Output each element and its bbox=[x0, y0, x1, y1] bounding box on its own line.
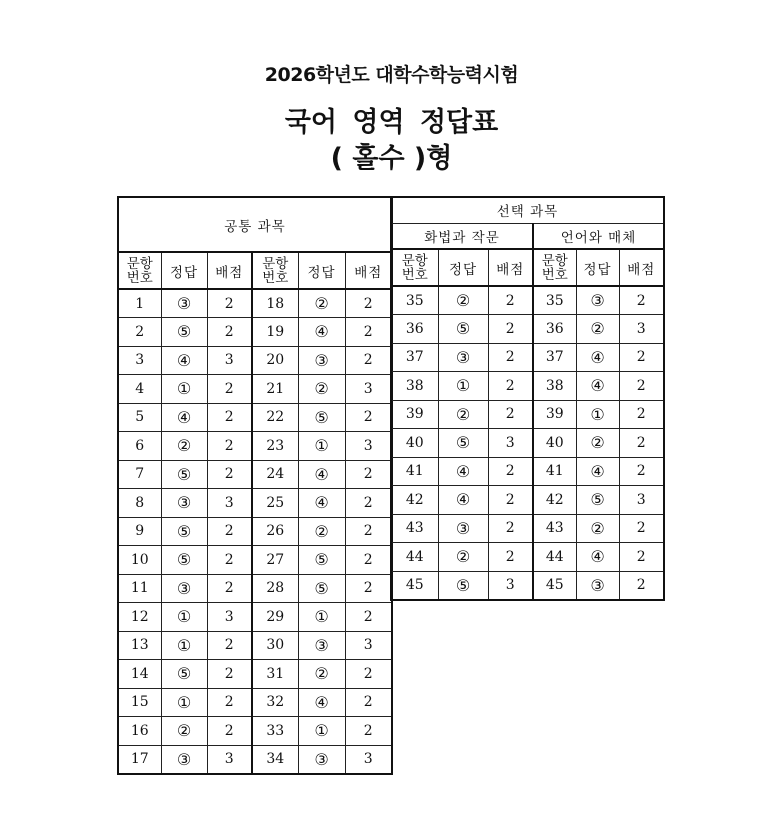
question-number: 29 bbox=[252, 603, 298, 632]
question-number: 36 bbox=[391, 315, 438, 344]
answer: ③ bbox=[438, 343, 488, 372]
points: 2 bbox=[488, 543, 533, 572]
answer: ③ bbox=[576, 286, 619, 315]
question-number: 19 bbox=[252, 318, 298, 347]
points: 2 bbox=[488, 514, 533, 543]
table-row bbox=[118, 546, 392, 575]
col-header-points: 배점 bbox=[345, 252, 392, 289]
points: 2 bbox=[345, 660, 392, 689]
answer: ② bbox=[576, 514, 619, 543]
answer: ⑤ bbox=[161, 517, 207, 546]
answer: ④ bbox=[576, 343, 619, 372]
answer: ⑤ bbox=[161, 318, 207, 347]
answer: ② bbox=[298, 660, 345, 689]
question-number: 23 bbox=[252, 432, 298, 461]
answer: ⑤ bbox=[298, 403, 345, 432]
col-header-answer: 정답 bbox=[576, 249, 619, 286]
points: 2 bbox=[207, 631, 252, 660]
col-header-qnum-line1: 문항 bbox=[541, 252, 568, 269]
answer: ⑤ bbox=[576, 486, 619, 515]
answer: ② bbox=[298, 375, 345, 404]
question-number: 42 bbox=[533, 486, 576, 515]
points: 2 bbox=[345, 546, 392, 575]
points: 2 bbox=[207, 688, 252, 717]
question-number: 41 bbox=[533, 457, 576, 486]
points: 2 bbox=[488, 286, 533, 315]
answer: ⑤ bbox=[298, 574, 345, 603]
points: 2 bbox=[345, 346, 392, 375]
form-type: ( 홀수 )형 bbox=[330, 143, 453, 174]
question-number: 20 bbox=[252, 346, 298, 375]
question-number: 39 bbox=[391, 400, 438, 429]
table-row bbox=[118, 574, 392, 603]
points: 2 bbox=[207, 403, 252, 432]
table-row bbox=[118, 603, 392, 632]
question-number: 1 bbox=[118, 289, 161, 318]
points: 2 bbox=[207, 318, 252, 347]
answer: ④ bbox=[576, 372, 619, 401]
col-header-question-number bbox=[118, 252, 161, 289]
points: 2 bbox=[619, 372, 664, 401]
col-header-qnum-line2: 번호 bbox=[262, 269, 289, 286]
question-number: 45 bbox=[533, 571, 576, 600]
question-number: 13 bbox=[118, 631, 161, 660]
points: 2 bbox=[345, 574, 392, 603]
question-number: 39 bbox=[533, 400, 576, 429]
question-number: 37 bbox=[391, 343, 438, 372]
points: 2 bbox=[207, 432, 252, 461]
table-row bbox=[391, 543, 664, 572]
col-header-question-number bbox=[391, 249, 438, 286]
points: 3 bbox=[345, 745, 392, 774]
points: 2 bbox=[619, 286, 664, 315]
table-row bbox=[118, 688, 392, 717]
answer: ① bbox=[298, 603, 345, 632]
question-number: 34 bbox=[252, 745, 298, 774]
question-number: 5 bbox=[118, 403, 161, 432]
points: 3 bbox=[488, 571, 533, 600]
question-number: 10 bbox=[118, 546, 161, 575]
points: 2 bbox=[619, 429, 664, 458]
question-number: 41 bbox=[391, 457, 438, 486]
answer: ② bbox=[576, 429, 619, 458]
table-row bbox=[391, 486, 664, 515]
answer: ③ bbox=[298, 346, 345, 375]
table-row bbox=[391, 429, 664, 458]
points: 2 bbox=[207, 660, 252, 689]
question-number: 11 bbox=[118, 574, 161, 603]
col-header-answer: 정답 bbox=[298, 252, 345, 289]
speech-writing-header: 화법과 작문 bbox=[391, 223, 533, 249]
table-row bbox=[118, 432, 392, 461]
points: 2 bbox=[345, 460, 392, 489]
points: 2 bbox=[488, 343, 533, 372]
table-row bbox=[391, 514, 664, 543]
table-row bbox=[391, 571, 664, 600]
question-number: 18 bbox=[252, 289, 298, 318]
col-header-points: 배점 bbox=[619, 249, 664, 286]
points: 3 bbox=[619, 315, 664, 344]
common-subject-table bbox=[117, 196, 393, 775]
question-number: 2 bbox=[118, 318, 161, 347]
question-number: 45 bbox=[391, 571, 438, 600]
answer: ③ bbox=[576, 571, 619, 600]
question-number: 26 bbox=[252, 517, 298, 546]
answer: ① bbox=[438, 372, 488, 401]
table-row bbox=[118, 318, 392, 347]
table-row bbox=[391, 457, 664, 486]
answer: ① bbox=[161, 688, 207, 717]
table-row bbox=[391, 400, 664, 429]
question-number: 15 bbox=[118, 688, 161, 717]
points: 2 bbox=[619, 514, 664, 543]
col-header-qnum-line2: 번호 bbox=[126, 269, 153, 286]
question-number: 35 bbox=[391, 286, 438, 315]
table-row bbox=[118, 460, 392, 489]
question-number: 6 bbox=[118, 432, 161, 461]
points: 2 bbox=[207, 574, 252, 603]
answer: ⑤ bbox=[438, 315, 488, 344]
answer: ④ bbox=[161, 403, 207, 432]
col-header-qnum-line2: 번호 bbox=[401, 266, 428, 283]
question-number: 24 bbox=[252, 460, 298, 489]
points: 3 bbox=[345, 631, 392, 660]
question-number: 22 bbox=[252, 403, 298, 432]
answer: ② bbox=[298, 289, 345, 318]
question-number: 43 bbox=[533, 514, 576, 543]
language-media-header: 언어와 매체 bbox=[533, 223, 664, 249]
points: 2 bbox=[345, 603, 392, 632]
table-row bbox=[118, 403, 392, 432]
points: 2 bbox=[488, 457, 533, 486]
answer: ⑤ bbox=[298, 546, 345, 575]
points: 2 bbox=[619, 457, 664, 486]
question-number: 25 bbox=[252, 489, 298, 518]
points: 3 bbox=[207, 346, 252, 375]
points: 3 bbox=[488, 429, 533, 458]
points: 2 bbox=[345, 318, 392, 347]
points: 2 bbox=[345, 289, 392, 318]
answer: ① bbox=[576, 400, 619, 429]
answer: ④ bbox=[161, 346, 207, 375]
points: 2 bbox=[619, 343, 664, 372]
points: 3 bbox=[207, 603, 252, 632]
col-header-question-number bbox=[533, 249, 576, 286]
answer: ⑤ bbox=[161, 546, 207, 575]
answer: ① bbox=[161, 375, 207, 404]
question-number: 14 bbox=[118, 660, 161, 689]
question-number: 7 bbox=[118, 460, 161, 489]
question-number: 31 bbox=[252, 660, 298, 689]
question-number: 40 bbox=[391, 429, 438, 458]
question-number: 16 bbox=[118, 717, 161, 746]
answer: ⑤ bbox=[438, 429, 488, 458]
table-row bbox=[118, 289, 392, 318]
answer: ⑤ bbox=[438, 571, 488, 600]
answer: ④ bbox=[298, 489, 345, 518]
points: 2 bbox=[207, 375, 252, 404]
question-number: 40 bbox=[533, 429, 576, 458]
elective-subject-table bbox=[390, 196, 665, 601]
answer: ② bbox=[438, 543, 488, 572]
table-row bbox=[118, 517, 392, 546]
points: 3 bbox=[207, 745, 252, 774]
answer: ③ bbox=[298, 745, 345, 774]
points: 2 bbox=[345, 717, 392, 746]
question-number: 33 bbox=[252, 717, 298, 746]
col-header-answer: 정답 bbox=[161, 252, 207, 289]
table-row bbox=[118, 717, 392, 746]
question-number: 21 bbox=[252, 375, 298, 404]
question-number: 8 bbox=[118, 489, 161, 518]
question-number: 42 bbox=[391, 486, 438, 515]
question-number: 38 bbox=[533, 372, 576, 401]
question-number: 32 bbox=[252, 688, 298, 717]
col-header-qnum-line2: 번호 bbox=[541, 266, 568, 283]
points: 2 bbox=[207, 460, 252, 489]
points: 2 bbox=[619, 571, 664, 600]
question-number: 35 bbox=[533, 286, 576, 315]
question-number: 44 bbox=[391, 543, 438, 572]
points: 2 bbox=[619, 400, 664, 429]
answer: ⑤ bbox=[161, 460, 207, 489]
table-row bbox=[118, 489, 392, 518]
subject-title: 국어 영역 정답표 bbox=[284, 107, 499, 138]
question-number: 37 bbox=[533, 343, 576, 372]
points: 2 bbox=[207, 546, 252, 575]
points: 3 bbox=[619, 486, 664, 515]
answer: ⑤ bbox=[161, 660, 207, 689]
answer: ④ bbox=[438, 457, 488, 486]
answer: ① bbox=[161, 603, 207, 632]
col-header-qnum-line1: 문항 bbox=[126, 255, 153, 272]
points: 2 bbox=[345, 403, 392, 432]
table-row bbox=[118, 346, 392, 375]
points: 2 bbox=[207, 517, 252, 546]
table-row bbox=[118, 660, 392, 689]
points: 2 bbox=[488, 372, 533, 401]
points: 3 bbox=[207, 489, 252, 518]
question-number: 4 bbox=[118, 375, 161, 404]
table-row bbox=[391, 343, 664, 372]
points: 2 bbox=[345, 489, 392, 518]
points: 2 bbox=[345, 688, 392, 717]
question-number: 44 bbox=[533, 543, 576, 572]
question-number: 9 bbox=[118, 517, 161, 546]
elective-section-header: 선택 과목 bbox=[391, 197, 664, 223]
table-row bbox=[118, 375, 392, 404]
question-number: 43 bbox=[391, 514, 438, 543]
points: 3 bbox=[345, 375, 392, 404]
col-header-qnum-line1: 문항 bbox=[401, 252, 428, 269]
points: 2 bbox=[488, 486, 533, 515]
answer: ④ bbox=[298, 460, 345, 489]
table-row bbox=[391, 372, 664, 401]
answer: ① bbox=[298, 432, 345, 461]
col-header-points: 배점 bbox=[488, 249, 533, 286]
answer: ④ bbox=[576, 543, 619, 572]
answer: ① bbox=[298, 717, 345, 746]
answer: ② bbox=[576, 315, 619, 344]
answer: ③ bbox=[298, 631, 345, 660]
answer: ② bbox=[298, 517, 345, 546]
answer: ③ bbox=[161, 489, 207, 518]
points: 2 bbox=[207, 717, 252, 746]
answer: ③ bbox=[161, 289, 207, 318]
answer: ④ bbox=[298, 688, 345, 717]
answer: ③ bbox=[161, 745, 207, 774]
points: 2 bbox=[619, 543, 664, 572]
answer: ④ bbox=[298, 318, 345, 347]
points: 2 bbox=[345, 517, 392, 546]
exam-title: 2026학년도 대학수학능력시험 bbox=[264, 64, 519, 86]
question-number: 36 bbox=[533, 315, 576, 344]
question-number: 3 bbox=[118, 346, 161, 375]
col-header-question-number bbox=[252, 252, 298, 289]
col-header-points: 배점 bbox=[207, 252, 252, 289]
answer: ③ bbox=[438, 514, 488, 543]
answer: ③ bbox=[161, 574, 207, 603]
answer: ② bbox=[161, 717, 207, 746]
points: 2 bbox=[488, 400, 533, 429]
table-row bbox=[391, 315, 664, 344]
table-row bbox=[118, 745, 392, 774]
table-row bbox=[391, 286, 664, 315]
question-number: 30 bbox=[252, 631, 298, 660]
table-row bbox=[118, 631, 392, 660]
question-number: 27 bbox=[252, 546, 298, 575]
points: 3 bbox=[345, 432, 392, 461]
common-section-header: 공통 과목 bbox=[118, 197, 392, 252]
answer: ④ bbox=[576, 457, 619, 486]
answer: ② bbox=[438, 400, 488, 429]
points: 2 bbox=[207, 289, 252, 318]
col-header-answer: 정답 bbox=[438, 249, 488, 286]
answer: ② bbox=[438, 286, 488, 315]
question-number: 17 bbox=[118, 745, 161, 774]
col-header-qnum-line1: 문항 bbox=[262, 255, 289, 272]
points: 2 bbox=[488, 315, 533, 344]
answer: ① bbox=[161, 631, 207, 660]
answer: ④ bbox=[438, 486, 488, 515]
question-number: 28 bbox=[252, 574, 298, 603]
answer: ② bbox=[161, 432, 207, 461]
question-number: 38 bbox=[391, 372, 438, 401]
question-number: 12 bbox=[118, 603, 161, 632]
